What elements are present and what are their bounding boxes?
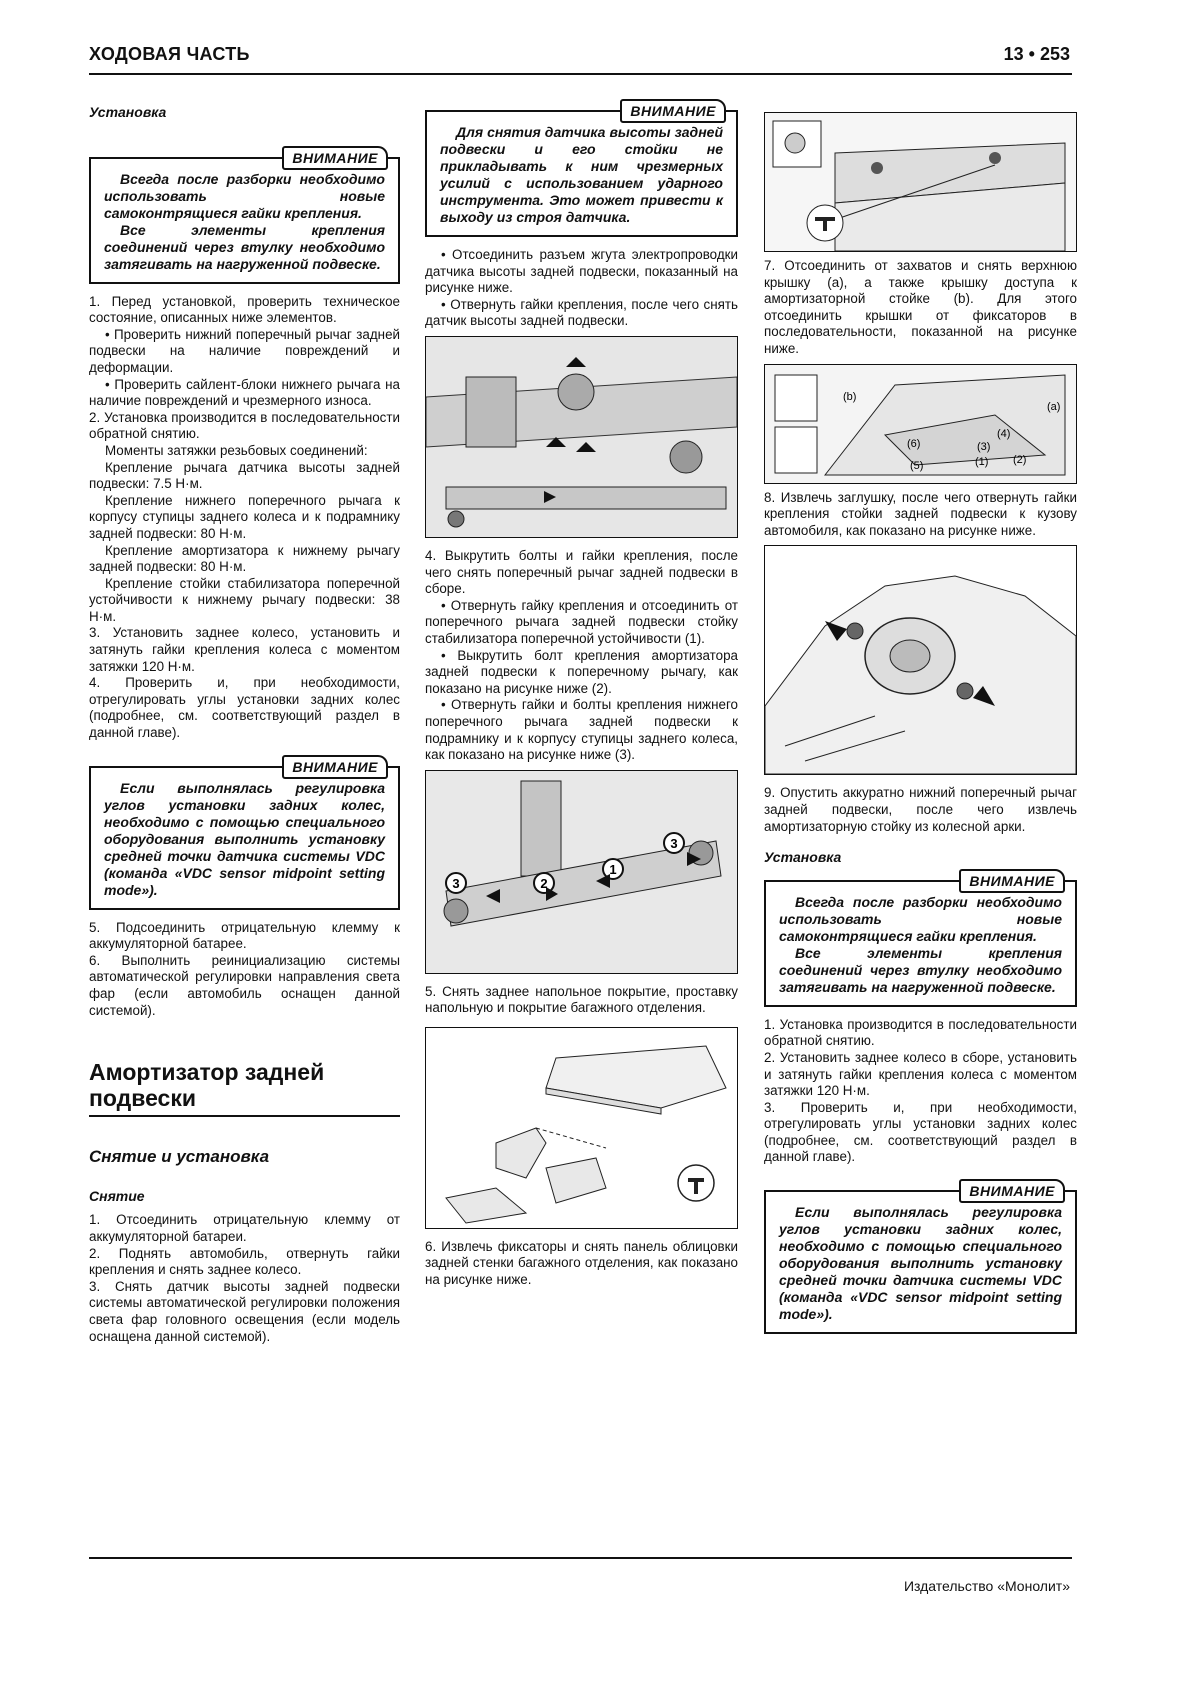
paragraph: Крепление нижнего поперечного рычага к корпусу ступицы заднего колеса и к подрамнику задней подвески: 80 Н·м.	[89, 492, 400, 541]
paragraph: • Отвернуть гайки крепления, после чего снять датчик высоты задней подвески.	[425, 296, 738, 329]
trunk-trim-illustration	[426, 1028, 737, 1228]
svg-text:2: 2	[540, 875, 548, 891]
paragraph: 5. Снять заднее напольное покрытие, проставку напольную и покрытие багажного отделения.	[425, 983, 738, 1016]
covers-illustration	[765, 365, 1076, 483]
warning-text: Если выполнялась регулировка углов установки задних колес, необходимо с помощью специального оборудования выполнить установку средней точки датчика системы VDC (команда «VDC sensor midpoint setting mode»).	[104, 779, 385, 898]
subtitle-install: Установка	[89, 104, 167, 120]
svg-text:(3): (3)	[977, 440, 991, 453]
paragraph: • Проверить сайлент-блоки нижнего рычага на наличие повреждений и чрезмерного износа.	[89, 376, 400, 409]
svg-text:(b): (b)	[843, 390, 857, 403]
header-rule	[89, 73, 1072, 75]
strut-mount-illustration	[765, 546, 1076, 774]
callout-3a	[664, 833, 684, 853]
paragraph: 4. Проверить и, при необходимости, отрегулировать углы установки задних колес (подробнее, см. соответствующий раздел в данной главе).	[89, 675, 400, 741]
column-2	[425, 96, 738, 1289]
publisher: Издательство «Монолит»	[903, 1578, 1070, 1594]
paragraph: 2. Установка производится в последовательности обратной снятию.	[89, 409, 400, 442]
paragraph: • Отсоединить разъем жгута электропроводки датчика высоты задней подвески, показанный на рисунке ниже.	[425, 247, 738, 296]
warning-label: ВНИМАНИЕ	[959, 869, 1065, 893]
paragraph: 6. Извлечь фиксаторы и снять панель облицовки задней стенки багажного отделения, как показано на рисунке ниже.	[425, 1238, 738, 1288]
paragraph: 9. Опустить аккуратно нижний поперечный рычаг задней подвески, после чего извлечь амортизаторную стойку из колесной арки.	[764, 785, 1077, 834]
callout-3b	[446, 873, 466, 893]
subsubsection-title: Снятие	[89, 1187, 145, 1204]
paragraph: • Выкрутить болт крепления амортизатора задней подвески к поперечному рычагу, как показано на рисунке ниже (2).	[425, 647, 738, 696]
section-title: Амортизатор задней подвески	[89, 1059, 400, 1117]
paragraph: 8. Извлечь заглушку, после чего отвернуть гайки крепления стойки задней подвески к кузову автомобиля, как показано на рисунке ниже.	[764, 489, 1077, 538]
paragraph: 6. Выполнить реинициализацию системы автоматической регулировки направления света фар (если автомобиль оснащен данной системой).	[89, 952, 400, 1018]
paragraph: 7. Отсоединить от захватов и снять верхнюю крышку (a), а также крышку доступа к амортизаторной стойке (b). Для этого отсоединить крышки от фиксаторов в последовательности, показанной на рисунке ниже.	[764, 258, 1077, 356]
paragraph: 4. Выкрутить болты и гайки крепления, после чего снять поперечный рычаг задней подвески в сборе.	[425, 547, 738, 597]
paragraph: • Отвернуть гайку крепления и отсоединить от поперечного рычага задней подвески стойку стабилизатора поперечной устойчивости (1).	[425, 597, 738, 646]
warning-box	[425, 103, 738, 237]
warning-text: Все элементы крепления соединений через втулку необходимо затягивать на нагруженной подвеске.	[779, 944, 1062, 995]
warning-label: ВНИМАНИЕ	[282, 146, 388, 170]
suspension-photo-illustration	[426, 337, 737, 537]
warning-label: ВНИМАНИЕ	[620, 99, 726, 123]
paragraph: 3. Проверить и, при необходимости, отрегулировать углы установки задних колес (подробнее, см. соответствующий раздел в данной главе).	[764, 1099, 1077, 1165]
paragraph: 2. Установить заднее колесо в сборе, установить и затянуть гайки крепления колеса с моментом затяжки 120 Н·м.	[764, 1049, 1077, 1099]
warning-label: ВНИМАНИЕ	[282, 755, 388, 779]
figure-height-sensor	[425, 336, 738, 538]
paragraph: • Проверить нижний поперечный рычаг задней подвески на наличие повреждений и деформации.	[89, 326, 400, 375]
figure-strut-mount	[764, 545, 1077, 775]
paragraph: 5. Подсоединить отрицательную клемму к аккумуляторной батарее.	[89, 919, 400, 952]
paragraph: Крепление стойки стабилизатора поперечной устойчивости к нижнему рычагу подвески: 38 Н·м.	[89, 575, 400, 624]
figure-rear-panel	[764, 112, 1077, 252]
rear-panel-illustration	[765, 113, 1076, 251]
paragraph: 3. Установить заднее колесо, установить и затянуть гайки крепления колеса с моментом затяжки 120 Н·м.	[89, 625, 400, 674]
svg-text:(5): (5)	[910, 459, 924, 472]
warning-text: Всегда после разборки необходимо использовать новые самоконтрящиеся гайки крепления.	[104, 170, 385, 221]
svg-text:(4): (4)	[997, 427, 1011, 440]
paragraph: 1. Отсоединить отрицательную клемму от аккумуляторной батареи.	[89, 1212, 400, 1244]
svg-text:(6): (6)	[907, 437, 921, 450]
paragraph: 1. Установка производится в последовательности обратной снятию.	[764, 1016, 1077, 1049]
svg-text:3: 3	[670, 835, 678, 851]
svg-text:(1): (1)	[975, 455, 989, 468]
paragraph: Моменты затяжки резьбовых соединений:	[105, 442, 368, 458]
subtitle-install: Установка	[764, 849, 842, 866]
page-number: 13 • 253	[1003, 44, 1070, 64]
paragraph: 2. Поднять автомобиль, отвернуть гайки крепления и снять заднее колесо.	[89, 1245, 400, 1278]
warning-box	[89, 758, 400, 910]
paragraph: 3. Снять датчик высоты задней подвески системы автоматической регулировки положения света фар головного освещения (если модель оснащена данной системой).	[89, 1278, 400, 1344]
warning-box	[764, 1183, 1077, 1334]
warning-text: Все элементы крепления соединений через втулку необходимо затягивать на нагруженной подвеске.	[104, 221, 385, 272]
paragraph: Крепление рычага датчика высоты задней подвески: 7.5 Н·м.	[89, 459, 400, 492]
warning-text: Если выполнялась регулировка углов установки задних колес, необходимо с помощью специального оборудования выполнить установку средней точки датчика системы VDC (команда «VDC sensor midpoint setting mode»).	[779, 1204, 1062, 1323]
footer-rule	[89, 1557, 1072, 1559]
paragraph: 1. Перед установкой, проверить техническое состояние, описанных ниже элементов.	[89, 293, 400, 326]
column-3	[764, 112, 1077, 1334]
column-1	[89, 104, 400, 1345]
figure-covers	[764, 364, 1077, 484]
paragraph: • Отвернуть гайки и болты крепления нижнего поперечного рычага задней подвески к подрамнику и к корпусу ступицы заднего колеса, как показано на рисунке ниже (3).	[425, 697, 738, 763]
lower-arm-illustration	[426, 771, 737, 973]
figure-trunk-trim	[425, 1027, 738, 1229]
warning-text: Для снятия датчика высоты задней подвески и его стойки не прикладывать к ним чрезмерных усилий с использованием ударного инструмента. Это может привести к выходу из строя датчика.	[440, 124, 723, 225]
warning-box	[89, 149, 400, 284]
figure-lower-arm	[425, 770, 738, 974]
paragraph: Крепление амортизатора к нижнему рычагу задней подвески: 80 Н·м.	[89, 542, 400, 575]
warning-box	[764, 872, 1077, 1007]
svg-text:3: 3	[452, 875, 460, 891]
warning-text: Всегда после разборки необходимо использовать новые самоконтрящиеся гайки крепления.	[779, 893, 1062, 944]
running-head-section: ХОДОВАЯ ЧАСТЬ	[89, 44, 250, 64]
svg-text:(2): (2)	[1013, 453, 1027, 466]
svg-text:(a): (a)	[1047, 400, 1061, 413]
svg-text:1: 1	[609, 861, 617, 877]
subsection-title: Снятие и установка	[89, 1147, 270, 1167]
warning-label: ВНИМАНИЕ	[959, 1179, 1065, 1203]
